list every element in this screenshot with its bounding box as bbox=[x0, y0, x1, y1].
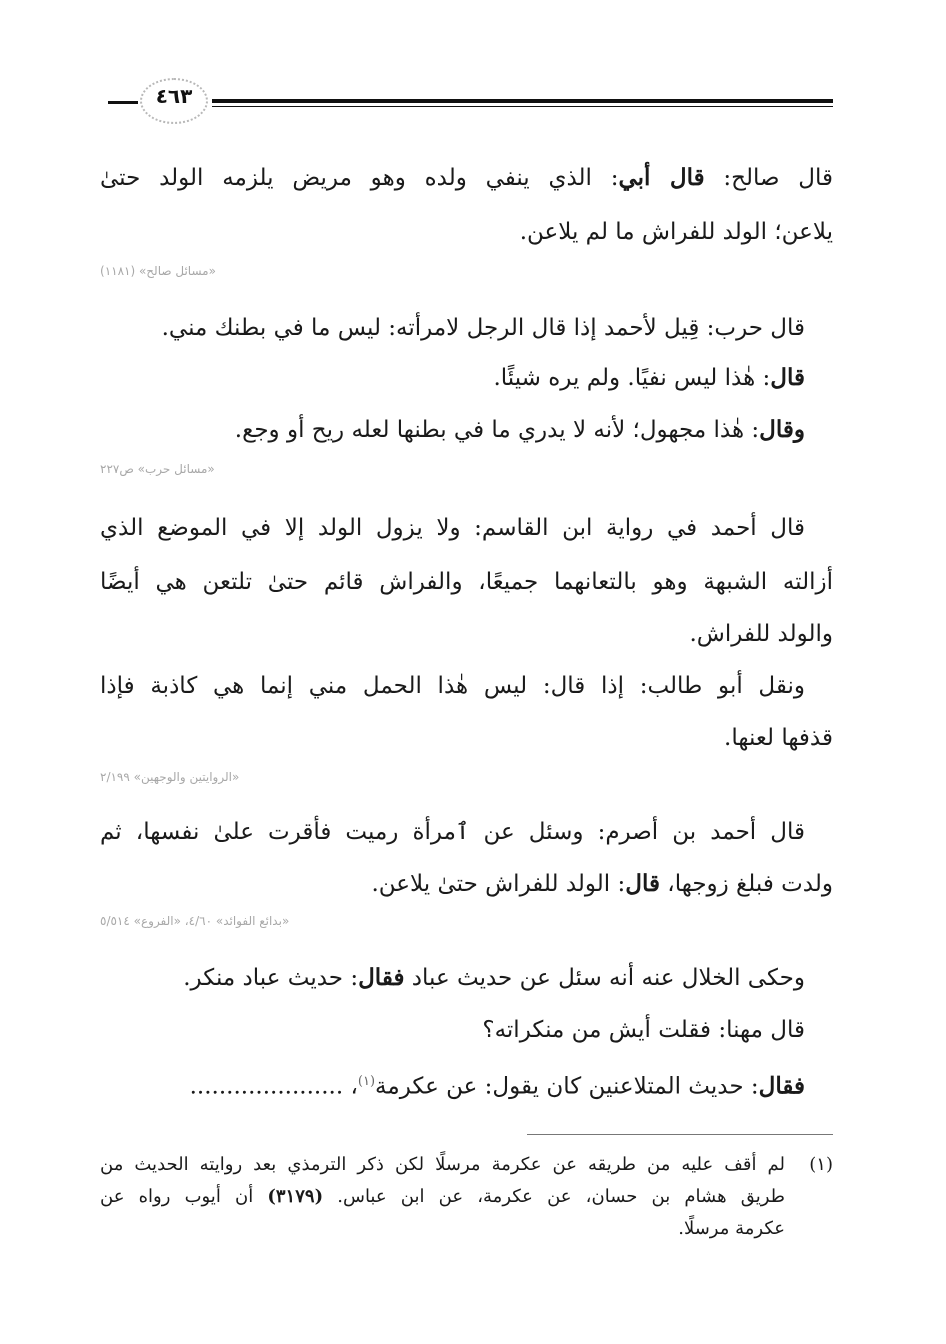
text-run: وحكى الخلال عنه أنه سئل عن حديث عباد bbox=[404, 965, 805, 991]
text-run: : الولد للفراش حتىٰ يلاعن. bbox=[371, 871, 626, 897]
page-number: ٤٦٣ bbox=[155, 84, 193, 108]
paragraph-line: قال أحمد في رواية ابن القاسم: ولا يزول الولد إلا في الموضع الذي bbox=[100, 515, 805, 541]
header-rule-left bbox=[108, 101, 138, 104]
text-run: : حديث المتلاعنين كان يقول: عن عكرمة bbox=[375, 1073, 759, 1100]
citation-text: «الروايتين والوجهين» ٢/١٩٩ bbox=[100, 770, 240, 784]
bold-text: قال bbox=[625, 870, 660, 897]
text-run: : هٰذا ليس نفيًا. ولم يره شيئًا. bbox=[493, 365, 771, 391]
text-run: ولدت فبلغ زوجها، bbox=[659, 871, 833, 897]
paragraph-line: أزالته الشبهة وهو بالتعانهما جميعًا، والفراش قائم حتىٰ تلتعن هي أيضًا bbox=[100, 569, 833, 595]
paragraph-line bbox=[100, 1066, 833, 1103]
paragraph-line: ونقل أبو طالب: إذا قال: ليس هٰذا الحمل مني إنما هي كاذبة فإذا bbox=[100, 673, 805, 699]
bold-text: وقال bbox=[759, 416, 805, 443]
text-run: ، bbox=[343, 1073, 358, 1100]
bold-text: فقال bbox=[358, 964, 405, 991]
paragraph-line bbox=[100, 414, 833, 446]
text-run: : حديث عباد منكر. bbox=[183, 965, 359, 991]
text-run: أن أيوب رواه عن bbox=[100, 1186, 268, 1207]
source-citation bbox=[100, 914, 833, 928]
footnote-reference[interactable]: (١) bbox=[357, 1074, 376, 1089]
paragraph-line bbox=[100, 362, 833, 394]
paragraph-line: والولد للفراش. bbox=[689, 621, 833, 647]
header-rule-thin bbox=[212, 106, 833, 107]
paragraph-line: قال حرب: قِيل لأحمد إذا قال الرجل لامرأته: ليس ما في بطنك مني. bbox=[161, 315, 805, 341]
paragraph-line bbox=[100, 162, 833, 194]
source-citation bbox=[100, 770, 833, 784]
paragraph-line bbox=[100, 868, 833, 900]
citation-text: «مسائل صالح» (١١٨١) bbox=[100, 264, 216, 278]
source-citation bbox=[100, 264, 833, 278]
footnote-number: (١) bbox=[809, 1154, 833, 1175]
footnote-line: لم أقف عليه من طريقه عن عكرمة مرسلًا لكن ذكر الترمذي بعد روايته الحديث من bbox=[100, 1154, 785, 1175]
source-citation bbox=[100, 462, 833, 476]
citation-text: «مسائل حرب» ص٢٢٧ bbox=[100, 462, 215, 476]
citation-text: «بدائع الفوائد» ٤/٦٠، «الفروع» ٥/٥١٤ bbox=[100, 914, 290, 928]
paragraph-line bbox=[100, 962, 833, 994]
bold-text: قال أبي bbox=[618, 164, 705, 191]
bold-text: قال bbox=[770, 364, 805, 391]
footnote-line bbox=[100, 1182, 785, 1212]
text-run: : هٰذا مجهول؛ لأنه لا يدري ما في بطنها لعله ريح أو وجع. bbox=[234, 417, 760, 443]
footnote-line: عكرمة مرسلًا. bbox=[678, 1218, 785, 1239]
bold-text: فقال bbox=[758, 1072, 805, 1100]
text-run: : الذي ينفي ولده وهو مريض يلزمه الولد حتىٰ bbox=[100, 165, 619, 191]
paragraph-line: قال أحمد بن أصرم: وسئل عن ٱمرأة رميت فأقرت علىٰ نفسها، ثم bbox=[100, 819, 805, 845]
ellipsis-dots: ..................... bbox=[189, 1073, 344, 1100]
footnote-separator bbox=[527, 1134, 833, 1135]
text-run: قال صالح: bbox=[704, 165, 833, 191]
paragraph-line: قال مهنا: فقلت أيش من منكراته؟ bbox=[482, 1017, 805, 1043]
paragraph-line: قذفها لعنها. bbox=[724, 725, 833, 751]
bold-text: (٣١٧٩) bbox=[267, 1186, 324, 1207]
header-rule-thick bbox=[212, 99, 833, 103]
text-run: طريق هشام بن حسان، عن عكرمة، عن ابن عباس. bbox=[323, 1186, 786, 1207]
paragraph-line: يلاعن؛ الولد للفراش ما لم يلاعن. bbox=[519, 219, 833, 245]
